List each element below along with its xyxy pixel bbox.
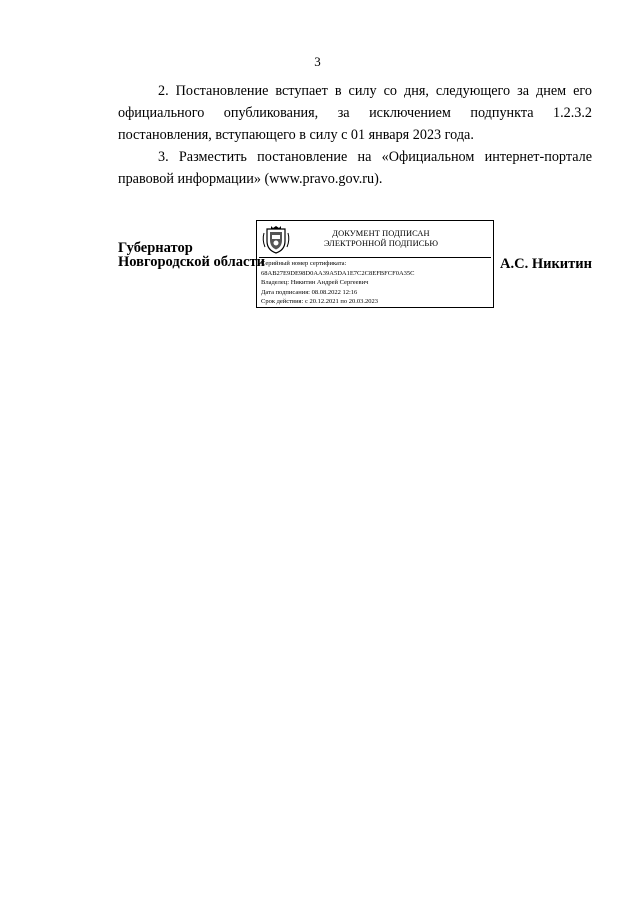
coat-of-arms-icon: [261, 225, 291, 255]
paragraph-effective-date: 2. Постановление вступает в силу со дня, следующего за днем его официального опубликования, за исключением подпункта 1.2.3.2 постановления, вступающего в силу с 01 января 2023 года.: [118, 83, 592, 143]
stamp-details: [261, 259, 489, 307]
signatory-position: [118, 241, 265, 269]
document-body: [118, 80, 592, 190]
signatory-name: А.С. Никитин: [500, 256, 592, 272]
page-number: 3: [314, 54, 321, 69]
stamp-divider: [259, 257, 491, 258]
stamp-header-line-1: ДОКУМЕНТ ПОДПИСАН: [332, 229, 430, 238]
stamp-header: [301, 229, 461, 249]
position-line-2: Новгородской области: [118, 254, 265, 270]
serial-value: 68AB27E9DE98D0AA39A5DA1E7C2C8EFBFCF0A35C: [261, 269, 415, 277]
signed-date: Дата подписания: 08.08.2022 12:16: [261, 288, 358, 296]
serial-label: Серийный номер сертификата:: [261, 260, 347, 267]
owner: Владелец: Никитин Андрей Сергеевич: [261, 279, 369, 286]
position-line-1: Губернатор: [118, 240, 193, 256]
paragraph-publication: 3. Разместить постановление на «Официальном интернет-портале правовой информации» (www.pravo.gov.ru).: [118, 149, 592, 187]
signature-block: [118, 220, 592, 312]
stamp-header-line-2: ЭЛЕКТРОННОЙ ПОДПИСЬЮ: [323, 239, 439, 248]
electronic-signature-stamp: [256, 220, 494, 308]
validity-period: Срок действия: с 20.12.2021 по 20.03.2023: [261, 298, 378, 305]
